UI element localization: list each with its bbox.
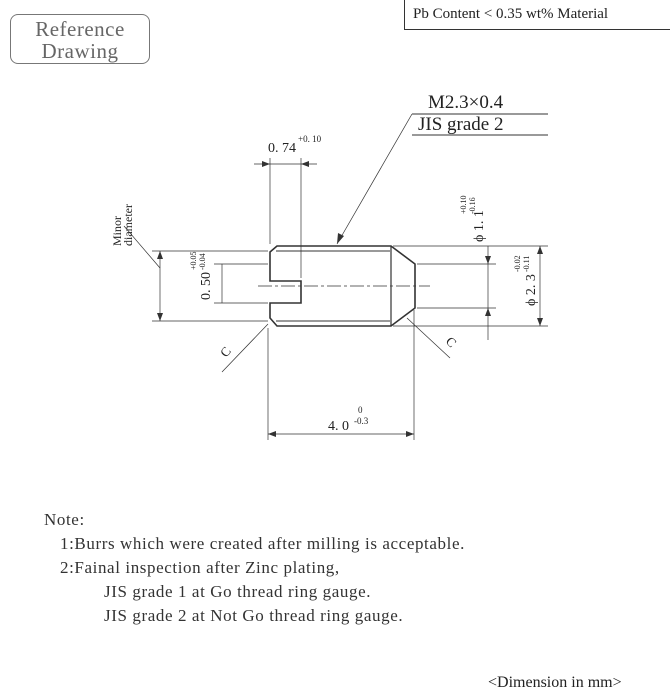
callout-arrow [337,233,344,244]
length-tol-upper: 0 [358,405,363,415]
major-diameter-tol-lower: -0.11 [522,255,531,272]
minor-arrow-bottom [157,313,163,321]
minor-diameter-label-2: diameter [121,204,135,246]
slot-width-tol: +0. 10 [298,134,322,144]
thread-size-label: M2.3×0.4 [428,92,504,113]
point-diameter-value: ϕ 1. 1 [472,210,487,242]
point-arrow-top [485,256,491,264]
chamfer-leader-left [222,324,268,372]
chamfer-leader-right [407,318,450,358]
material-note-box: Pb Content < 0.35 wt% Material [404,0,670,30]
major-arrow-top [537,246,543,254]
units-note: <Dimension in mm> [488,674,622,691]
note-item-2b: JIS grade 2 at Not Go thread ring gauge. [104,606,404,625]
length-tol-lower: -0.3 [354,416,369,426]
note-item-2: 2:Fainal inspection after Zinc plating, [60,558,340,577]
length-value: 4. 0 [328,419,349,434]
minor-diameter-label-1: Minor [110,216,124,246]
point-diameter-tol-upper: +0.10 [459,195,468,214]
note-item-2a: JIS grade 1 at Go thread ring gauge. [104,582,372,601]
point-diameter-tol-lower: -0.16 [468,197,477,214]
slot-arrow-right [301,161,309,167]
major-diameter-value: ϕ 2. 3 [524,274,539,306]
slot-depth-value: 0. 50 [199,272,214,300]
notes-block [44,508,465,628]
reference-label-line2: Drawing [41,39,119,63]
thread-grade-label: JIS grade 2 [418,114,504,135]
point-arrow-bottom [485,308,491,316]
callout-leader [337,114,412,244]
note-item-1: 1:Burrs which were created after milling is acceptable. [60,534,465,553]
left-chamfer-top [270,246,277,252]
slot-width-value: 0. 74 [268,141,296,156]
chamfer-right-label: C [442,333,460,351]
major-arrow-bottom [537,318,543,326]
chamfer-left-label: C [216,343,234,360]
major-diameter-tol-upper: -0.02 [513,255,522,272]
slot-depth-tol-upper: +0.05 [189,251,198,270]
notes-heading: Note: [44,510,85,529]
length-arrow-left [268,431,276,437]
slot-depth-tol-lower: -0.04 [198,253,207,270]
reference-label-line1: Reference [35,17,125,41]
minor-arrow-top [157,251,163,259]
slot-arrow-left [262,161,270,167]
length-arrow-right [406,431,414,437]
